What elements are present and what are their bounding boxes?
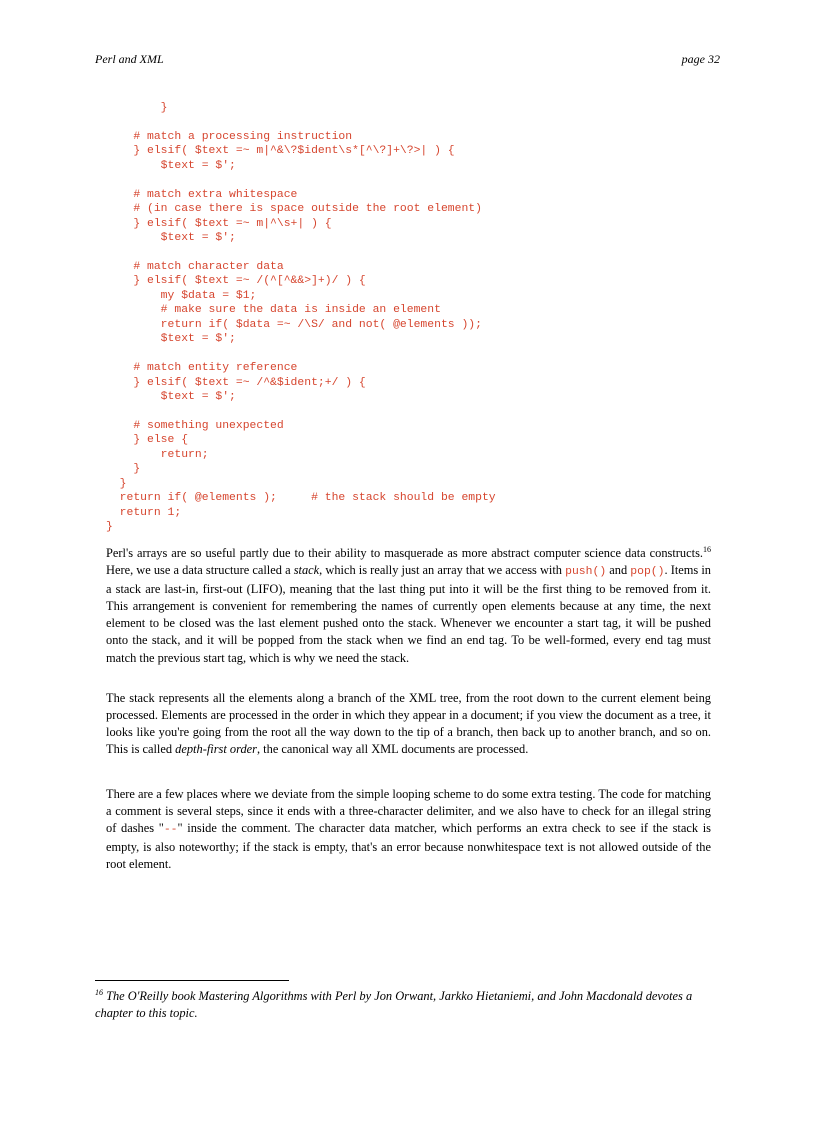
page-number: page 32 [681,52,720,66]
code-line: # match entity reference [106,362,298,375]
code-line: } [106,477,127,490]
code-line: } [106,102,168,114]
p1-text-1: Perl's arrays are so useful partly due to their ability to masquerade as more abstract computer science data constructs. [106,546,703,560]
p3-text-2: " inside the comment. The character data matcher, which performs an extra check to see if the stack is empty, is also noteworthy; if the stack is empty, that's an error because nonwhitespace text is not allowed outside of the root element. [106,821,711,872]
code-line: $text = $'; [106,333,236,346]
footnote-ref-16: 16 [703,544,711,554]
code-push: push() [565,566,607,579]
code-line: return; [106,448,209,461]
p1-text-5: . Items in a stack are last-in, first-out (LIFO), meaning that the last thing put into it will be the first thing to be removed from it. This arrangement is convenient for remembering the names of currently open elements because at any time, the next element to be closed was the last element pushed onto the stack. Whenever we encounter a start tag, it will be pushed onto the stack, and it will be popped from the stack when we find an end tag. To be well-formed, every end tag must match the previous start tag, which is why we need the stack. [106,563,711,665]
footnote-text: The O'Reilly book Mastering Algorithms with Perl by Jon Orwant, Jarkko Hietaniemi, and John Macdonald devotes a chapter to this topic. [95,989,693,1020]
p1-text-2: Here, we use a data structure called a [106,563,294,578]
code-line: } elsif( $text =~ /(^[^&&>]+)/ ) { [106,275,366,288]
footnote-marker: 16 [95,987,103,997]
code-dashes: -- [163,824,178,837]
code-line: } [106,521,113,534]
code-line: } elsif( $text =~ m|^&\?$ident\s*[^\?]+\?>| ) { [106,145,455,158]
code-line: return if( $data =~ /\S/ and not( @elements )); [106,318,482,331]
paragraph-extra-testing [106,786,711,873]
code-line: $text = $'; [106,232,236,245]
p3-text-1: There are a few places where we deviate from the simple looping scheme to do some extra testing. The code for matching a comment is several steps, since it ends with a three-character delimiter, and we also have to check for an illegal string of dashes " [106,787,711,836]
code-line: # match extra whitespace [106,188,298,201]
code-line: $text = $'; [106,159,236,172]
perl-code-listing [106,101,496,535]
code-line: # something unexpected [106,419,284,432]
code-line: # make sure the data is inside an element [106,304,441,317]
running-header-title: Perl and XML [95,52,164,66]
code-line: $text = $'; [106,391,236,404]
p2-text-1: The stack represents all the elements along a branch of the XML tree, from the root down to the current element being processed. Elements are processed in the order in which they appear in a document; if you view the document as a tree, it looks like you're going from the root all the way down to the tip of a branch, then back up to another branch, and so on. This is called [106,691,711,757]
p1-text-4: and [606,563,631,578]
code-line: # match a processing instruction [106,130,353,143]
p1-text-3: , which is really just an array that we access with [319,563,566,578]
footnote-divider [95,980,289,981]
code-line: } elsif( $text =~ /^&$ident;+/ ) { [106,376,366,389]
term-depth-first-order: depth-first order [175,742,257,757]
code-line: my $data = $1; [106,289,257,302]
paragraph-stack-explanation [106,545,711,667]
code-line: # match character data [106,260,284,273]
code-line: return if( @elements ); # the stack should be empty [106,492,496,505]
code-line: } [106,463,141,476]
paragraph-depth-first [106,690,711,758]
p2-text-2: , the canonical way all XML documents are processed. [256,742,529,757]
code-line: } elsif( $text =~ m|^\s+| ) { [106,217,332,230]
code-line: } else { [106,434,189,447]
code-line: # (in case there is space outside the root element) [106,203,482,216]
footnote-16 [95,988,715,1022]
code-pop: pop() [630,566,665,579]
term-stack: stack [293,563,320,578]
code-line: return 1; [106,506,182,519]
